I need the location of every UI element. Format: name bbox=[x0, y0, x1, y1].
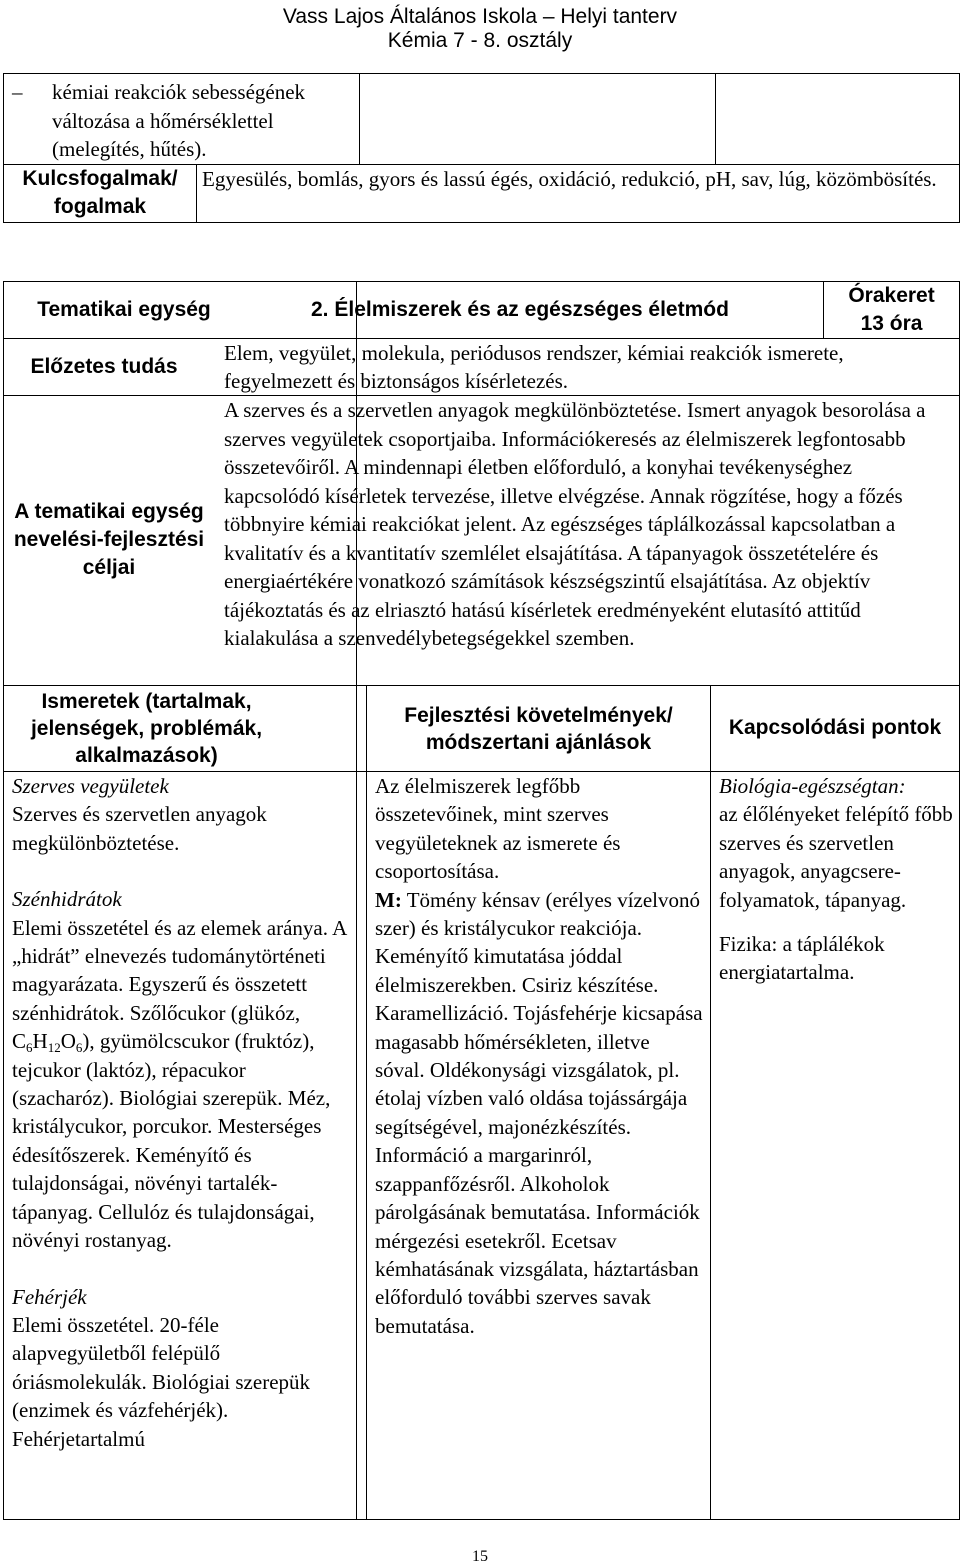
empty-cell bbox=[716, 74, 960, 165]
hours-value: 13 óra bbox=[860, 312, 923, 335]
list-item: – kémiai reakciók sebességének változása a hőmérséklettel (melegítés, hűtés). bbox=[4, 78, 359, 164]
section-carbohydrates bbox=[12, 885, 352, 1254]
prior-knowledge-label: Előzetes tudás bbox=[30, 354, 178, 378]
empty-cell bbox=[360, 74, 716, 165]
spacer-cell bbox=[357, 772, 367, 1520]
formula-glucose: $C_6H_{12}O_6$ bbox=[12, 1029, 83, 1056]
connection-biology-text: az élőlényeket felépítő főbb szerves és szervetlen anyagok, anyagcsere-folyamatok, tápanyag. bbox=[719, 802, 953, 912]
key-concepts-label-text: Kulcsfogalmak/ fogalmak bbox=[22, 167, 178, 218]
continuation-cell bbox=[4, 74, 360, 165]
method-text: Tömény kénsav (erélyes vízelvonó szer) és kristálycukor reakciója. Keményítő kimutatása jóddal élelmiszerekben. Csiriz készítése. Karamellizáció. Tojásfehérje kicsapása magasabb hőmérsékleten, illetve sóval. Oldékonysági vizsgálatok, pl. étolaj vízben való oldása tojássárgája segítségével, majonézkészítés. Információ a margarinról, szappanfőzésről. Alkoholok párolgásának bemutatása. Információk mérgezési esetekről. Ecetsav kémhatásának vizsgálata, háztartásban előforduló további szerves savak bemutatása. bbox=[375, 887, 703, 1338]
goals-text: A szerves és a szervetlen anyagok megkülönböztetése. Ismert anyagok besorolása a szerves vegyületek csoportjaiba. Információkeresés az élelmiszerek legfontosabb összetevőiről. A mindennapi életben előforduló, a konyhai tevékenységhez kapcsolódó kísérletek tervezése, illetve elvégzése. Annak rögzítése, hogy a főzés többnyire kémiai reakciókat jelent. Az egészséges táplálkozással kapcsolatban a kvalitatív és a kvantitatív szemlélet elsajátítása. A tápanyagok összetételére és energiaértékére vonatkozó számítások készségszintű elsajátítása. Az objektív tájékoztatás és az elriasztó hatású kísérletek eredményeként elutasító attitűd kialakulása a szenvedélybetegségekkel szemben. bbox=[224, 398, 926, 650]
continuation-list bbox=[4, 78, 359, 164]
connections-cell bbox=[711, 772, 960, 1520]
page-header bbox=[0, 5, 960, 53]
hours-label: Órakeret bbox=[848, 284, 935, 307]
section-proteins bbox=[12, 1283, 352, 1453]
col3-head bbox=[711, 686, 960, 772]
section-text-carbohydrates-a: Elemi összetétel és az elemek aránya. A „hidrát” elnevezés tudománytörténeti magyarázata. Egyszerű és összetett szénhidrátok. Szőlőcukor (glükóz, bbox=[12, 915, 347, 1025]
method-label: M: bbox=[375, 887, 402, 912]
col1-head bbox=[4, 686, 357, 772]
goals-value-cell bbox=[224, 396, 960, 686]
connection-physics-text: Fizika: a táplálékok energiatartalma. bbox=[719, 932, 885, 985]
col1-head-text: Ismeretek (tartalmak, jelenségek, problémák, alkalmazások) bbox=[30, 690, 263, 767]
unit-label: Tematikai egység bbox=[37, 297, 211, 321]
page-number: 15 bbox=[472, 1548, 488, 1565]
requirements-cell bbox=[367, 772, 711, 1520]
spacer-head bbox=[357, 686, 367, 772]
section-title-proteins: Fehérjék bbox=[12, 1284, 87, 1309]
section-text-carbohydrates-b: ), gyümölcscukor (fruktóz), tejcukor (laktóz), répacukor (szacharóz). Biológiai szerepük. Méz, kristálycukor, porcukor. Mesterséges édesítőszerek. Keményítő és tulajdonságai, növényi tartalék-tápanyag. Cellulóz és tulajdonságai, növényi rostanyag. bbox=[12, 1029, 331, 1253]
connection-biology-title: Biológia-egészségtan: bbox=[719, 774, 906, 798]
prior-knowledge-value-cell bbox=[224, 339, 960, 396]
content-cell bbox=[4, 772, 357, 1520]
header-school-line: Vass Lajos Általános Iskola – Helyi tanterv bbox=[282, 5, 678, 28]
main-table bbox=[3, 281, 960, 1520]
section-text-proteins: Elemi összetétel. 20-féle alapvegyületből felépülő óriásmolekulák. Biológiai szerepük (enzimek és vázfehérjék). Fehérjetartalmú bbox=[12, 1312, 311, 1451]
section-organic bbox=[12, 772, 352, 857]
section-title-carbohydrates: Szénhidrátok bbox=[12, 887, 122, 912]
section-title-organic: Szerves vegyületek bbox=[12, 774, 169, 798]
key-concepts-label bbox=[4, 165, 197, 223]
header-subject-line: Kémia 7 - 8. osztály bbox=[387, 29, 573, 52]
method-paragraph bbox=[375, 888, 703, 1338]
top-table bbox=[3, 73, 960, 223]
section-text-organic: Szerves és szervetlen anyagok megkülönböztetése. bbox=[12, 802, 267, 855]
key-concepts-value bbox=[197, 165, 960, 223]
unit-title: 2. Élelmiszerek és az egészséges életmód bbox=[311, 297, 729, 321]
col2-head-text: Fejlesztési követelmények/ módszertani ajánlások bbox=[404, 703, 673, 754]
col2-head bbox=[367, 686, 711, 772]
hours-cell bbox=[824, 282, 960, 339]
goals-label: A tematikai egység nevelési-fejlesztési céljai bbox=[13, 500, 205, 580]
requirements-text: Az élelmiszerek legfőbb összetevőinek, mint szerves vegyületeknek az ismerete és csoportosítása. bbox=[375, 774, 621, 884]
key-concepts-text: Egyesülés, bomlás, gyors és lassú égés, oxidáció, redukció, pH, sav, lúg, közömbösítés. bbox=[202, 167, 937, 191]
unit-title-cell bbox=[311, 282, 824, 339]
unit-label-cell bbox=[4, 282, 357, 339]
col3-head-text: Kapcsolódási pontok bbox=[728, 716, 942, 740]
prior-knowledge-text: Elem, vegyület, molekula, periódusos rendszer, kémiai reakciók ismerete, fegyelmezett és biztonságos kísérletezés. bbox=[224, 341, 844, 393]
